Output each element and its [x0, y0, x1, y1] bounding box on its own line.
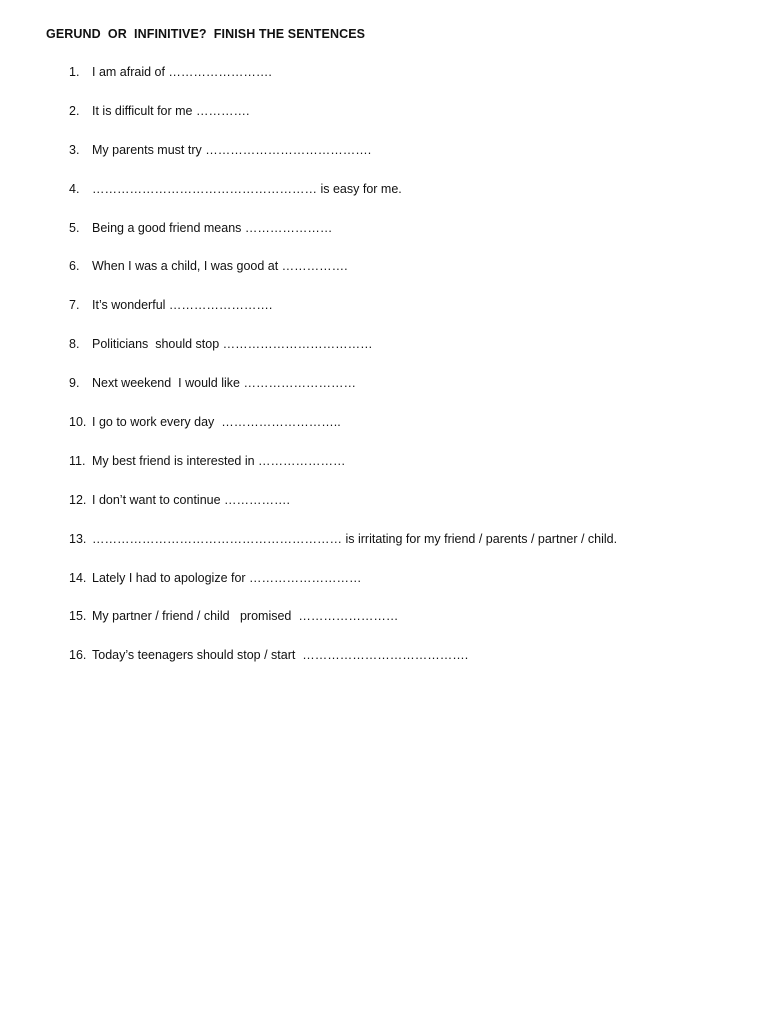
list-item [0, 570, 362, 609]
item-number: 8. [69, 337, 80, 352]
item-number: 6. [69, 259, 80, 274]
list-item [0, 64, 272, 103]
item-number: 11. [69, 453, 86, 468]
item-number: 16. [69, 648, 87, 663]
item-number: 9. [69, 376, 80, 391]
item-text: I go to work every day ……………………….. [92, 415, 341, 430]
item-text: It’s wonderful ……………………. [92, 298, 273, 313]
list-item [0, 297, 273, 336]
item-number: 2. [69, 103, 80, 118]
item-text: My partner / friend / child promised …………………… [92, 609, 399, 624]
item-number: 1. [69, 65, 80, 79]
item-text: When I was a child, I was good at ……………. [92, 259, 348, 274]
list-item [0, 220, 333, 259]
list-item [0, 608, 399, 647]
list-item [0, 492, 291, 531]
item-text: My parents must try …………………………………. [92, 142, 372, 157]
item-text: Being a good friend means ………………… [92, 220, 333, 235]
list-item [0, 103, 250, 142]
item-number: 4. [69, 181, 80, 196]
item-text: Next weekend I would like ……………………… [92, 376, 356, 391]
item-text: Today’s teenagers should stop / start …………………………………. [92, 648, 469, 663]
list-item [0, 414, 341, 453]
item-number: 3. [69, 142, 80, 157]
item-number: 5. [69, 220, 80, 235]
item-text: …………………………………………………… is irritating for my friend / parents / partner / child. [92, 531, 618, 546]
item-number: 12. [69, 492, 87, 507]
worksheet-title: GERUND OR INFINITIVE? FINISH THE SENTENCES [46, 27, 366, 41]
list-item [0, 336, 373, 375]
list-item [0, 531, 618, 570]
list-item [0, 142, 372, 181]
item-number: 15. [69, 609, 87, 624]
item-text: I don’t want to continue ……………. [92, 492, 291, 507]
list-item [0, 453, 346, 492]
item-number: 7. [69, 298, 80, 313]
item-text: ……………………………………………… is easy for me. [92, 181, 402, 196]
item-number: 10. [69, 415, 87, 430]
sentence-list [0, 64, 618, 686]
item-text: Lately I had to apologize for ……………………… [92, 570, 362, 585]
item-text: I am afraid of ……………………. [92, 65, 272, 79]
item-text: Politicians should stop ……………………………… [92, 337, 373, 352]
list-item [0, 647, 469, 686]
item-number: 13. [69, 531, 87, 546]
list-item [0, 181, 402, 220]
list-item [0, 375, 356, 414]
item-number: 14. [69, 570, 87, 585]
list-item [0, 258, 348, 297]
item-text: My best friend is interested in ………………… [92, 453, 346, 468]
item-text: It is difficult for me …………. [92, 103, 250, 118]
